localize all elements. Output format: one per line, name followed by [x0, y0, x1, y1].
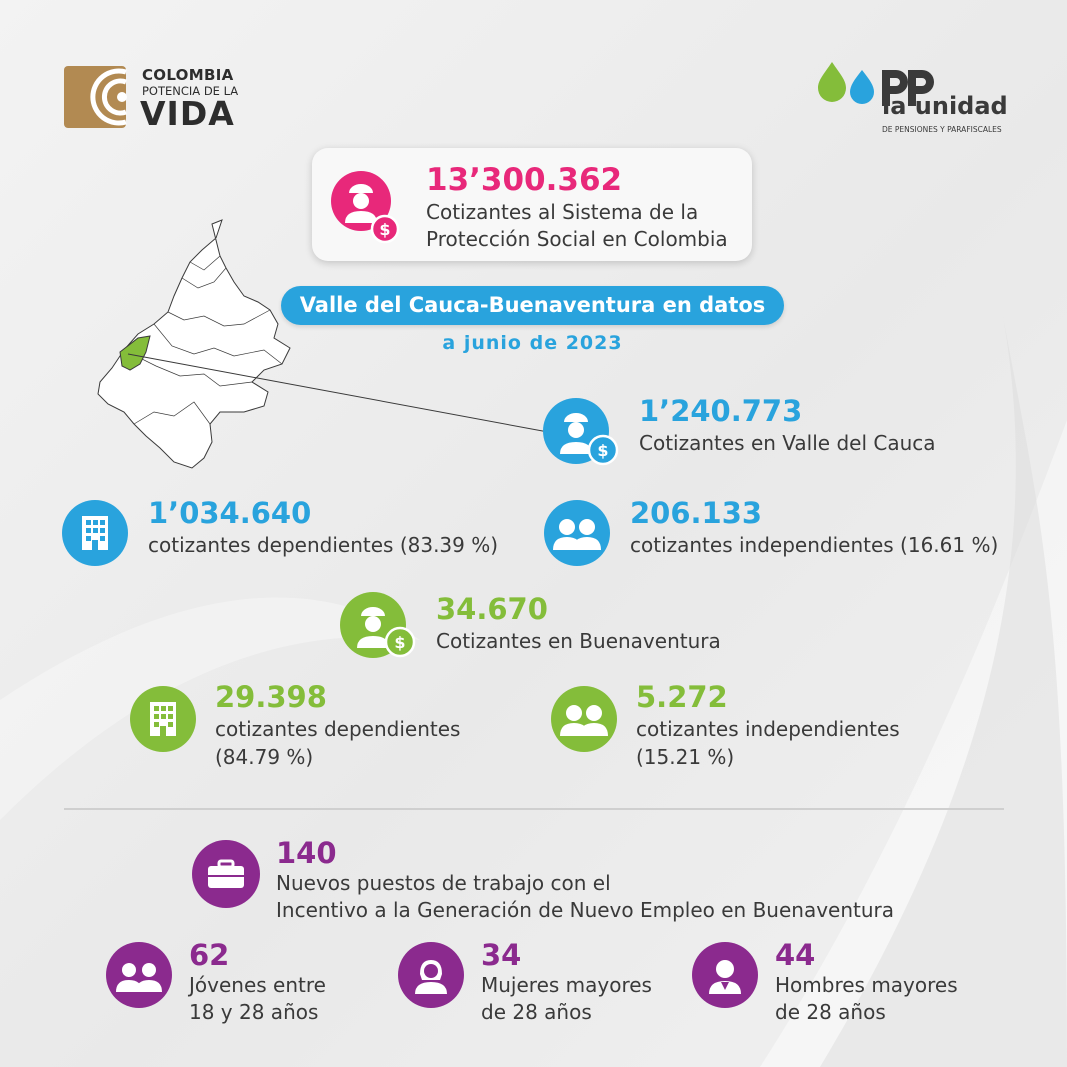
people-icon [551, 686, 617, 752]
man-icon [692, 942, 758, 1008]
hombres-label-2: de 28 años [775, 1000, 886, 1024]
valle-independientes-label: cotizantes independientes (16.61 %) [630, 533, 999, 557]
logo-line-1: COLOMBIA [142, 66, 234, 84]
valle-total-value: 1’240.773 [639, 394, 803, 428]
worker-money-icon [340, 592, 406, 658]
total-label-line-1: Cotizantes al Sistema de la [426, 200, 699, 224]
buenaventura-independientes-label-1: cotizantes independientes [636, 717, 900, 741]
hombres-label-1: Hombres mayores [775, 973, 958, 997]
buenaventura-dependientes-label-2: (84.79 %) [215, 745, 314, 769]
jovenes-label-2: 18 y 28 años [189, 1000, 319, 1024]
section-title: Valle del Cauca-Buenaventura en datos [281, 286, 784, 325]
svg-text:$: $ [379, 220, 391, 239]
logo-line-2: POTENCIA DE LA [142, 84, 239, 98]
valle-total-label: Cotizantes en Valle del Cauca [639, 431, 936, 455]
worker-money-icon [331, 171, 391, 239]
people-icon [544, 500, 610, 566]
buenaventura-dependientes-label-1: cotizantes dependientes [215, 717, 461, 741]
jovenes-label-1: Jóvenes entre [189, 973, 326, 997]
valle-dependientes-label: cotizantes dependientes (83.39 %) [148, 533, 499, 557]
mujeres-value: 34 [481, 938, 522, 972]
young-people-icon [106, 942, 172, 1008]
section-divider [64, 808, 1004, 810]
svg-text:$: $ [394, 633, 406, 652]
logo-name: la unidad [882, 92, 1008, 120]
logo-line-3: VIDA [140, 94, 235, 133]
total-label-line-2: Protección Social en Colombia [426, 227, 728, 251]
empleo-label-2: Incentivo a la Generación de Nuevo Empleo en Buenaventura [276, 898, 895, 922]
valle-dependientes-value: 1’034.640 [148, 496, 312, 530]
section-subtitle: a junio de 2023 [442, 332, 623, 354]
woman-icon [398, 942, 464, 1008]
mujeres-label-2: de 28 años [481, 1000, 592, 1024]
hombres-value: 44 [775, 938, 816, 972]
empleo-value: 140 [276, 836, 337, 870]
building-icon [130, 686, 196, 752]
mujeres-label-1: Mujeres mayores [481, 973, 652, 997]
buenaventura-total-label: Cotizantes en Buenaventura [436, 629, 721, 653]
svg-text:$: $ [597, 441, 609, 460]
worker-money-icon [543, 398, 609, 464]
buenaventura-dependientes-value: 29.398 [215, 680, 327, 714]
buenaventura-independientes-value: 5.272 [636, 680, 728, 714]
building-icon [62, 500, 128, 566]
briefcase-icon [192, 840, 260, 908]
buenaventura-independientes-label-2: (15.21 %) [636, 745, 735, 769]
total-cotizantes-card [312, 148, 752, 261]
jovenes-value: 62 [189, 938, 230, 972]
total-value: 13’300.362 [426, 162, 623, 198]
valle-independientes-value: 206.133 [630, 496, 763, 530]
empleo-label-1: Nuevos puestos de trabajo con el [276, 871, 611, 895]
buenaventura-total-value: 34.670 [436, 592, 548, 626]
logo-tagline: DE PENSIONES Y PARAFISCALES [882, 125, 1002, 134]
